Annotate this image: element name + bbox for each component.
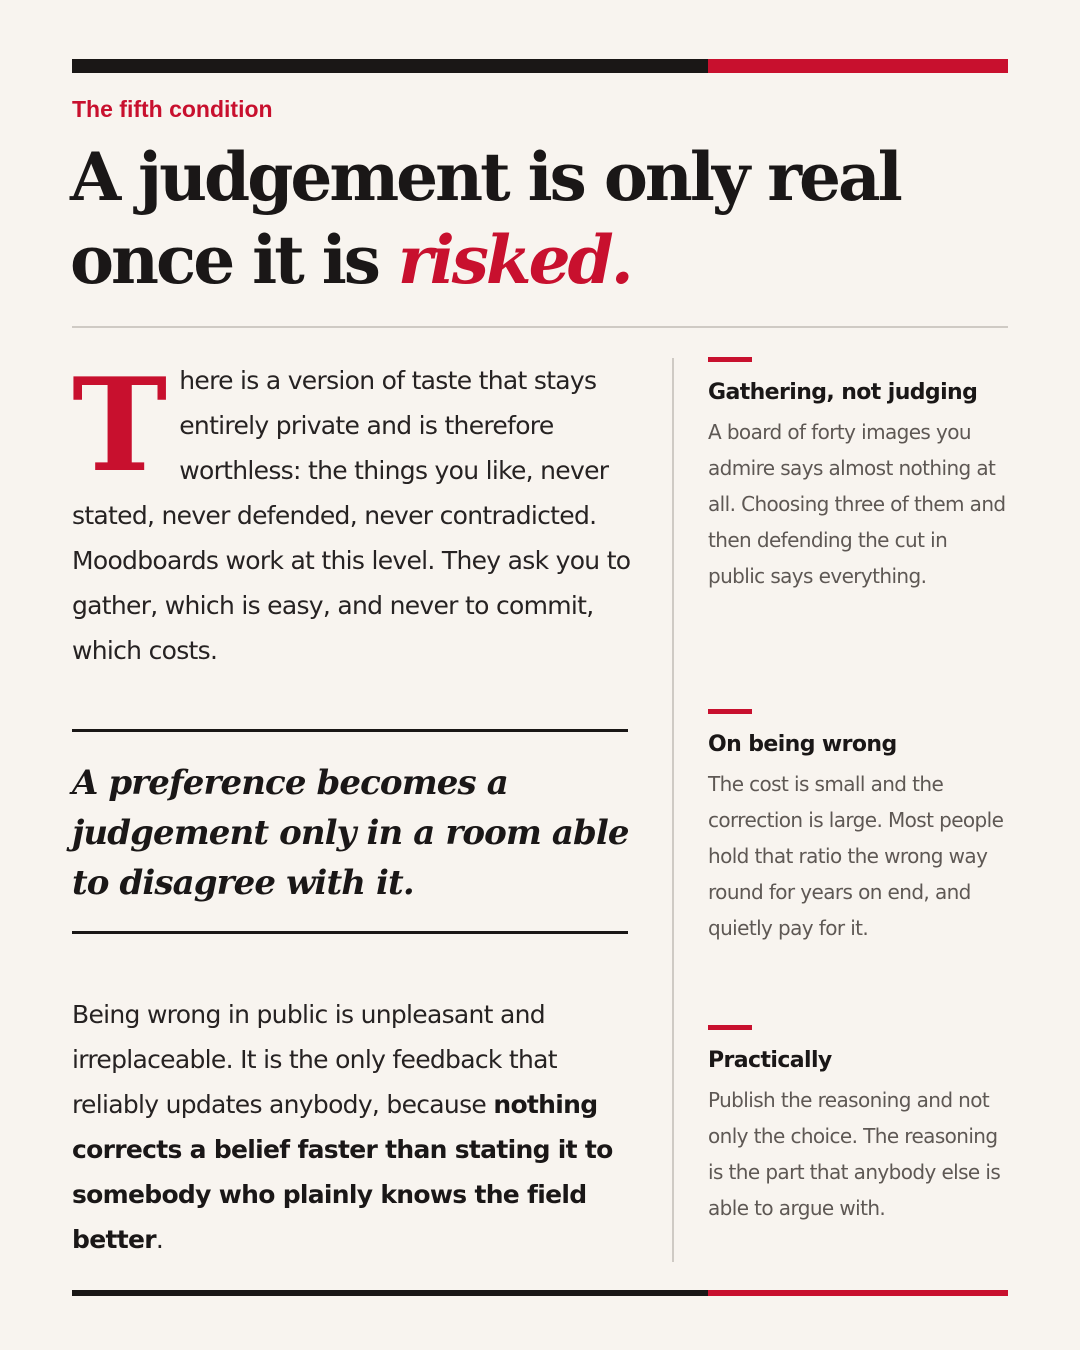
closing-paragraph-start: Being wrong in public is unpleasant and irreplaceable. It is the only feedback that reliably updates anybody, because (72, 1000, 557, 1119)
sidebar-accent-mark (708, 709, 752, 714)
pull-quote: A preference becomes a judgement only in a room able to disagree with it. (72, 763, 629, 903)
headline (70, 136, 970, 302)
top-rule-red (708, 59, 1008, 73)
top-rule-dark (72, 59, 708, 73)
intro-paragraph-text: here is a version of taste that stays entirely private and is therefore worthless: the things you like, never stated, never defended, never contradicted. Moodboards work at this level. They ask you to gather, which is easy, and never to commit, which costs. (72, 366, 631, 665)
sidebar-note-gathering (708, 357, 1008, 594)
sidebar-note-wrong (708, 709, 1008, 946)
sidebar-note-text: The cost is small and the correction is large. Most people hold that ratio the wrong way round for years on end, and quietly pay for it. (708, 772, 1004, 940)
sidebar-note-title: On being wrong (708, 732, 897, 757)
bottom-rule-bar (72, 1290, 1008, 1296)
pullquote-top-rule (72, 729, 628, 732)
closing-paragraph-end: . (155, 1225, 164, 1254)
sidebar-note-text: Publish the reasoning and not only the choice. The reasoning is the part that anybody else is able to argue with. (708, 1088, 1001, 1220)
closing-paragraph-emphasis: nothing corrects a belief faster than stating it to somebody who plainly knows the field better (72, 1090, 613, 1254)
kicker: The fifth condition (72, 96, 273, 122)
drop-cap: T (72, 351, 168, 501)
intro-paragraph (72, 351, 632, 673)
sidebar-accent-mark (708, 357, 752, 362)
top-rule-bar (72, 59, 1008, 73)
sidebar-note-practically (708, 1025, 1008, 1226)
column-divider (672, 358, 674, 1262)
sidebar-note-title: Gathering, not judging (708, 380, 978, 405)
headline-divider (72, 326, 1008, 328)
bottom-rule-dark (72, 1290, 708, 1296)
pullquote-bottom-rule (72, 931, 628, 934)
sidebar-note-title: Practically (708, 1048, 832, 1073)
headline-main: A judgement is only real once it is (70, 138, 900, 299)
closing-paragraph (72, 992, 634, 1262)
sidebar-accent-mark (708, 1025, 752, 1030)
sidebar-note-text: A board of forty images you admire says almost nothing at all. Choosing three of them and then defending the cut in public says everything. (708, 420, 1006, 588)
bottom-rule-red (708, 1290, 1008, 1296)
headline-accent: risked. (397, 221, 631, 299)
